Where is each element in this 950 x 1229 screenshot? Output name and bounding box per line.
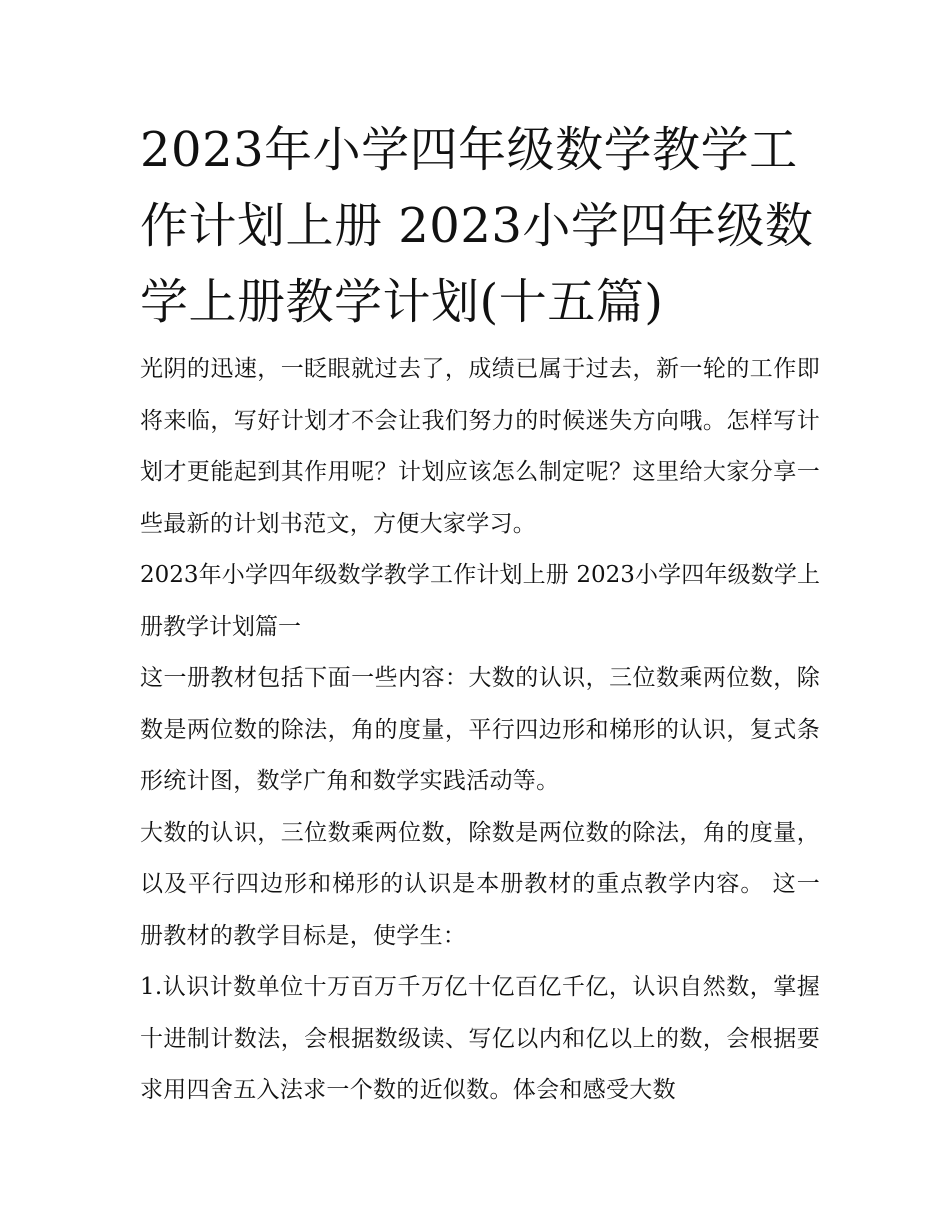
intro-paragraph: 光阴的迅速，一眨眼就过去了，成绩已属于过去，新一轮的工作即将来临，写好计划才不会让我们努力的时候迷失方向哦。怎样写计划才更能起到其作用呢？计划应该怎么制定呢？这里给大家分享一些最新的计划书范文，方便大家学习。 (140, 356, 820, 537)
content-paragraph: 1.认识计数单位十万百万千万亿十亿百亿千亿，认识自然数，掌握十进制计数法，会根据数级读、写亿以内和亿以上的数，会根据要求用四舍五入法求一个数的近似数。体会和感受大数 (140, 974, 820, 1103)
content-paragraph: 大数的认识，三位数乘两位数，除数是两位数的除法，角的度量，以及平行四边形和梯形的认识是本册教材的重点教学内容。 这一册教材的教学目标是，使学生： (140, 819, 820, 949)
content-paragraph: 这一册教材包括下面一些内容：大数的认识，三位数乘两位数，除数是两位数的除法，角的度量，平行四边形和梯形的认识，复式条形统计图，数学广角和数学实践活动等。 (140, 665, 820, 794)
document-title: 2023年小学四年级数学教学工作计划上册 2023小学四年级数学上册教学计划(十五篇) (140, 122, 814, 330)
document-page (140, 112, 820, 1117)
section-heading: 2023年小学四年级数学教学工作计划上册 2023小学四年级数学上册教学计划篇一 (140, 562, 820, 640)
